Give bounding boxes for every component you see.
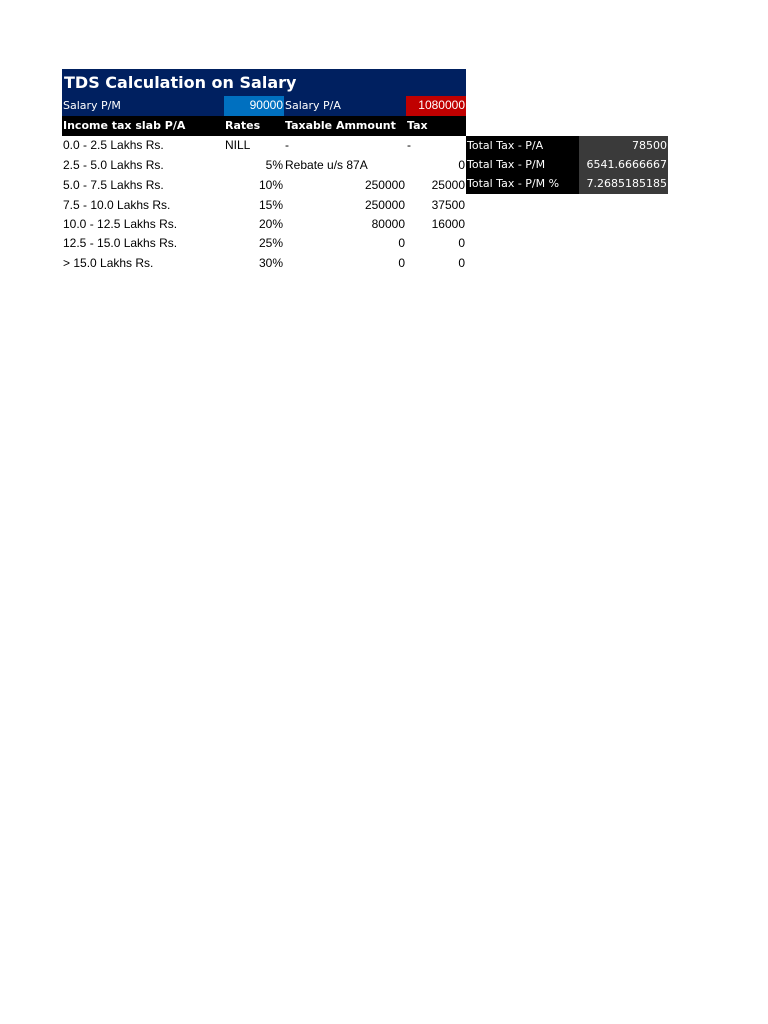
- row-taxable: 80000: [371, 217, 405, 231]
- row-rate: 15%: [258, 198, 283, 212]
- row-slab: 2.5 - 5.0 Lakhs Rs.: [63, 158, 164, 172]
- row-slab: > 15.0 Lakhs Rs.: [63, 256, 154, 270]
- row-rate: 25%: [258, 236, 283, 250]
- row-taxable: 0: [398, 236, 405, 250]
- row-slab: 5.0 - 7.5 Lakhs Rs.: [63, 178, 164, 192]
- row-slab: 7.5 - 10.0 Lakhs Rs.: [63, 198, 171, 212]
- header-rates: Rates: [225, 119, 261, 132]
- row-tax: 0: [458, 256, 465, 270]
- row-tax: 37500: [431, 198, 465, 212]
- row-taxable: 250000: [364, 178, 405, 192]
- row-rate: 30%: [258, 256, 283, 270]
- salary-pm-value[interactable]: 90000: [224, 96, 284, 116]
- summary-label-tax-pm: Total Tax - P/M: [466, 155, 579, 175]
- summary-label-tax-pa: Total Tax - P/A: [466, 136, 579, 156]
- row-slab: 10.0 - 12.5 Lakhs Rs.: [63, 217, 178, 231]
- summary-value-tax-pm: 6541.6666667: [579, 155, 668, 175]
- row-rate: 10%: [258, 178, 283, 192]
- sheet-title: TDS Calculation on Salary: [64, 73, 297, 92]
- row-taxable: 0: [398, 256, 405, 270]
- row-tax: 16000: [431, 217, 465, 231]
- header-slab: Income tax slab P/A: [63, 119, 186, 132]
- row-taxable: 250000: [364, 198, 405, 212]
- salary-pa-label: Salary P/A: [285, 99, 341, 112]
- header-tax: Tax: [407, 119, 428, 132]
- row-taxable: Rebate u/s 87A: [285, 158, 368, 172]
- row-tax: -: [407, 138, 411, 152]
- row-slab: 12.5 - 15.0 Lakhs Rs.: [63, 236, 178, 250]
- salary-pa-value[interactable]: 1080000: [406, 96, 466, 116]
- summary-label-tax-pm-percent: Total Tax - P/M %: [466, 174, 579, 194]
- row-slab: 0.0 - 2.5 Lakhs Rs.: [63, 138, 164, 152]
- salary-pm-label: Salary P/M: [63, 99, 121, 112]
- row-tax: 0: [458, 236, 465, 250]
- row-taxable: -: [285, 138, 289, 152]
- summary-value-tax-pa: 78500: [579, 136, 668, 156]
- row-rate: 5%: [265, 158, 283, 172]
- row-rate: 20%: [258, 217, 283, 231]
- header-taxable: Taxable Ammount: [285, 119, 396, 132]
- summary-value-tax-pm-percent: 7.2685185185: [579, 174, 668, 194]
- row-tax: 25000: [431, 178, 465, 192]
- row-tax: 0: [458, 158, 465, 172]
- row-rate: NILL: [225, 138, 251, 152]
